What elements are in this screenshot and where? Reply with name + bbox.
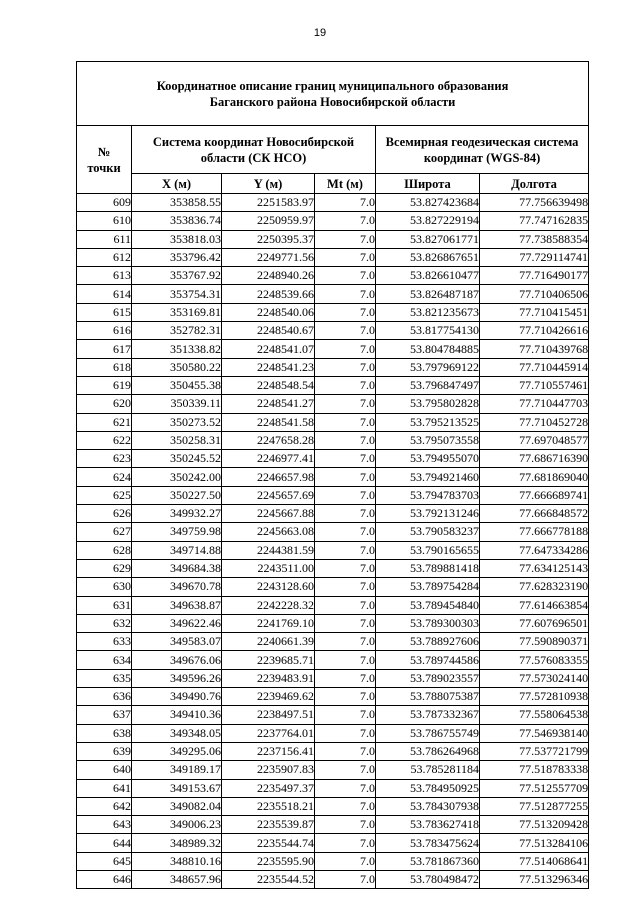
table-row: [77, 742, 589, 760]
point-number-cell: 626: [77, 505, 132, 523]
table-row: [77, 303, 589, 321]
mt-cell: 7.0: [315, 523, 376, 541]
table-row: [77, 322, 589, 340]
longitude-cell: 77.710439768: [480, 340, 589, 358]
longitude-cell: 77.558064538: [480, 706, 589, 724]
x-cell: 350273.52: [132, 413, 222, 431]
mt-cell: 7.0: [315, 578, 376, 596]
latitude-cell: 53.786755749: [376, 724, 480, 742]
table-row: [77, 468, 589, 486]
point-number-cell: 615: [77, 303, 132, 321]
longitude-cell: 77.681869040: [480, 468, 589, 486]
y-cell: 2249771.56: [222, 248, 315, 266]
point-number-cell: 617: [77, 340, 132, 358]
longitude-cell: 77.666689741: [480, 486, 589, 504]
latitude-cell: 53.789754284: [376, 578, 480, 596]
x-cell: 348810.16: [132, 852, 222, 870]
y-cell: 2248541.58: [222, 413, 315, 431]
mt-cell: 7.0: [315, 376, 376, 394]
coordinates-table-body: [77, 194, 589, 889]
x-cell: 351338.82: [132, 340, 222, 358]
table-row: [77, 614, 589, 632]
table-row: [77, 870, 589, 888]
x-cell: 349714.88: [132, 541, 222, 559]
x-cell: 350227.50: [132, 486, 222, 504]
latitude-cell: 53.826867651: [376, 248, 480, 266]
y-cell: 2237764.01: [222, 724, 315, 742]
longitude-cell: 77.572810938: [480, 688, 589, 706]
x-cell: 348657.96: [132, 870, 222, 888]
mt-cell: 7.0: [315, 267, 376, 285]
mt-cell: 7.0: [315, 633, 376, 651]
x-cell: 349348.05: [132, 724, 222, 742]
y-cell: 2239469.62: [222, 688, 315, 706]
point-number-cell: 612: [77, 248, 132, 266]
longitude-cell: 77.512557709: [480, 779, 589, 797]
y-cell: 2248539.66: [222, 285, 315, 303]
mt-cell: 7.0: [315, 834, 376, 852]
table-row: [77, 578, 589, 596]
mt-cell: 7.0: [315, 816, 376, 834]
table-row: [77, 816, 589, 834]
y-cell: 2248541.23: [222, 358, 315, 376]
table-row: [77, 761, 589, 779]
latitude-cell: 53.795802828: [376, 395, 480, 413]
y-cell: 2237156.41: [222, 742, 315, 760]
longitude-cell: 77.546938140: [480, 724, 589, 742]
y-cell: 2247658.28: [222, 431, 315, 449]
longitude-cell: 77.576083355: [480, 651, 589, 669]
point-number-cell: 613: [77, 267, 132, 285]
point-number-cell: 638: [77, 724, 132, 742]
mt-cell: 7.0: [315, 340, 376, 358]
mt-cell: 7.0: [315, 651, 376, 669]
longitude-cell: 77.607696501: [480, 614, 589, 632]
table-row: [77, 376, 589, 394]
point-number-cell: 644: [77, 834, 132, 852]
latitude-cell: 53.821235673: [376, 303, 480, 321]
longitude-cell: 77.710447703: [480, 395, 589, 413]
mt-cell: 7.0: [315, 212, 376, 230]
x-cell: 349596.26: [132, 669, 222, 687]
longitude-column-header: Долгота: [480, 174, 589, 194]
table-row: [77, 194, 589, 212]
y-cell: 2248940.26: [222, 267, 315, 285]
point-number-cell: 625: [77, 486, 132, 504]
mt-cell: 7.0: [315, 797, 376, 815]
table-row: [77, 633, 589, 651]
latitude-cell: 53.784950925: [376, 779, 480, 797]
y-cell: 2238497.51: [222, 706, 315, 724]
latitude-cell: 53.788927606: [376, 633, 480, 651]
mt-cell: 7.0: [315, 248, 376, 266]
table-row: [77, 852, 589, 870]
latitude-cell: 53.827061771: [376, 230, 480, 248]
latitude-cell: 53.784307938: [376, 797, 480, 815]
table-row: [77, 688, 589, 706]
y-column-header: Y (м): [222, 174, 315, 194]
x-cell: 349153.67: [132, 779, 222, 797]
point-number-header: № точки: [77, 126, 132, 194]
x-cell: 349189.17: [132, 761, 222, 779]
x-cell: 350339.11: [132, 395, 222, 413]
longitude-cell: 77.590890371: [480, 633, 589, 651]
longitude-cell: 77.738588354: [480, 230, 589, 248]
y-cell: 2250395.37: [222, 230, 315, 248]
latitude-cell: 53.796847497: [376, 376, 480, 394]
longitude-cell: 77.710426616: [480, 322, 589, 340]
coordinates-table: [76, 61, 589, 889]
x-cell: 349684.38: [132, 559, 222, 577]
y-cell: 2243128.60: [222, 578, 315, 596]
x-cell: 349295.06: [132, 742, 222, 760]
point-number-cell: 610: [77, 212, 132, 230]
latitude-cell: 53.783475624: [376, 834, 480, 852]
point-number-cell: 623: [77, 450, 132, 468]
x-cell: 349490.76: [132, 688, 222, 706]
point-number-cell: 645: [77, 852, 132, 870]
x-cell: 348989.32: [132, 834, 222, 852]
mt-cell: 7.0: [315, 303, 376, 321]
longitude-cell: 77.697048577: [480, 431, 589, 449]
wgs84-system-header: Всемирная геодезическая система координат (WGS-84): [376, 126, 589, 174]
x-cell: 350242.00: [132, 468, 222, 486]
table-row: [77, 505, 589, 523]
point-number-cell: 627: [77, 523, 132, 541]
longitude-cell: 77.710406506: [480, 285, 589, 303]
table-row: [77, 395, 589, 413]
point-number-cell: 641: [77, 779, 132, 797]
x-cell: 352782.31: [132, 322, 222, 340]
y-cell: 2235595.90: [222, 852, 315, 870]
table-row: [77, 248, 589, 266]
mt-column-header: Mt (м): [315, 174, 376, 194]
x-cell: 353818.03: [132, 230, 222, 248]
latitude-cell: 53.789300303: [376, 614, 480, 632]
latitude-cell: 53.794955070: [376, 450, 480, 468]
x-cell: 350245.52: [132, 450, 222, 468]
mt-cell: 7.0: [315, 450, 376, 468]
longitude-cell: 77.513284106: [480, 834, 589, 852]
y-cell: 2235544.52: [222, 870, 315, 888]
table-row: [77, 285, 589, 303]
latitude-cell: 53.794783703: [376, 486, 480, 504]
mt-cell: 7.0: [315, 706, 376, 724]
y-cell: 2235518.21: [222, 797, 315, 815]
longitude-cell: 77.666778188: [480, 523, 589, 541]
latitude-cell: 53.789744586: [376, 651, 480, 669]
x-cell: 349932.27: [132, 505, 222, 523]
table-row: [77, 267, 589, 285]
table-row: [77, 523, 589, 541]
x-cell: 349638.87: [132, 596, 222, 614]
mt-cell: 7.0: [315, 779, 376, 797]
latitude-cell: 53.817754130: [376, 322, 480, 340]
latitude-cell: 53.789881418: [376, 559, 480, 577]
x-cell: 349670.78: [132, 578, 222, 596]
table-row: [77, 797, 589, 815]
point-number-cell: 633: [77, 633, 132, 651]
latitude-cell: 53.795213525: [376, 413, 480, 431]
y-cell: 2248540.67: [222, 322, 315, 340]
longitude-cell: 77.514068641: [480, 852, 589, 870]
point-number-cell: 619: [77, 376, 132, 394]
x-cell: 349006.23: [132, 816, 222, 834]
latitude-cell: 53.790165655: [376, 541, 480, 559]
x-cell: 353796.42: [132, 248, 222, 266]
latitude-cell: 53.826487187: [376, 285, 480, 303]
longitude-cell: 77.686716390: [480, 450, 589, 468]
mt-cell: 7.0: [315, 742, 376, 760]
longitude-cell: 77.710415451: [480, 303, 589, 321]
local-system-header: Система координат Новосибирской области (СК НСО): [132, 126, 376, 174]
point-number-cell: 621: [77, 413, 132, 431]
table-row: [77, 340, 589, 358]
table-row: [77, 431, 589, 449]
table-row: [77, 450, 589, 468]
mt-cell: 7.0: [315, 486, 376, 504]
y-cell: 2239685.71: [222, 651, 315, 669]
latitude-cell: 53.788075387: [376, 688, 480, 706]
x-cell: 353858.55: [132, 194, 222, 212]
point-number-cell: 646: [77, 870, 132, 888]
mt-cell: 7.0: [315, 468, 376, 486]
x-cell: 349759.98: [132, 523, 222, 541]
longitude-cell: 77.614663854: [480, 596, 589, 614]
point-number-cell: 624: [77, 468, 132, 486]
point-number-cell: 632: [77, 614, 132, 632]
mt-cell: 7.0: [315, 688, 376, 706]
latitude-cell: 53.781867360: [376, 852, 480, 870]
page-number: 19: [313, 27, 327, 39]
mt-cell: 7.0: [315, 669, 376, 687]
table-row: [77, 358, 589, 376]
latitude-cell: 53.789023557: [376, 669, 480, 687]
mt-cell: 7.0: [315, 870, 376, 888]
y-cell: 2248548.54: [222, 376, 315, 394]
point-number-cell: 635: [77, 669, 132, 687]
mt-cell: 7.0: [315, 505, 376, 523]
longitude-cell: 77.518783338: [480, 761, 589, 779]
y-cell: 2251583.97: [222, 194, 315, 212]
point-number-cell: 629: [77, 559, 132, 577]
latitude-cell: 53.795073558: [376, 431, 480, 449]
y-cell: 2244381.59: [222, 541, 315, 559]
x-cell: 353836.74: [132, 212, 222, 230]
y-cell: 2235497.37: [222, 779, 315, 797]
mt-cell: 7.0: [315, 194, 376, 212]
longitude-cell: 77.628323190: [480, 578, 589, 596]
mt-cell: 7.0: [315, 541, 376, 559]
latitude-cell: 53.804784885: [376, 340, 480, 358]
table-row: [77, 559, 589, 577]
x-cell: 349622.46: [132, 614, 222, 632]
table-row: [77, 669, 589, 687]
table-row: [77, 413, 589, 431]
x-cell: 349410.36: [132, 706, 222, 724]
table-row: [77, 486, 589, 504]
latitude-cell: 53.797969122: [376, 358, 480, 376]
mt-cell: 7.0: [315, 395, 376, 413]
y-cell: 2248540.06: [222, 303, 315, 321]
latitude-cell: 53.827423684: [376, 194, 480, 212]
y-cell: 2246657.98: [222, 468, 315, 486]
point-number-cell: 639: [77, 742, 132, 760]
point-number-cell: 620: [77, 395, 132, 413]
y-cell: 2250959.97: [222, 212, 315, 230]
latitude-cell: 53.790583237: [376, 523, 480, 541]
longitude-cell: 77.716490177: [480, 267, 589, 285]
y-cell: 2245663.08: [222, 523, 315, 541]
point-number-cell: 631: [77, 596, 132, 614]
y-cell: 2248541.27: [222, 395, 315, 413]
x-cell: 350580.22: [132, 358, 222, 376]
mt-cell: 7.0: [315, 285, 376, 303]
longitude-cell: 77.647334286: [480, 541, 589, 559]
table-row: [77, 834, 589, 852]
y-cell: 2245667.88: [222, 505, 315, 523]
point-number-cell: 611: [77, 230, 132, 248]
table-row: [77, 212, 589, 230]
latitude-cell: 53.780498472: [376, 870, 480, 888]
longitude-cell: 77.573024140: [480, 669, 589, 687]
y-cell: 2248541.07: [222, 340, 315, 358]
x-column-header: X (м): [132, 174, 222, 194]
point-number-cell: 618: [77, 358, 132, 376]
mt-cell: 7.0: [315, 852, 376, 870]
point-number-cell: 643: [77, 816, 132, 834]
table-row: [77, 779, 589, 797]
point-number-cell: 637: [77, 706, 132, 724]
point-number-cell: 640: [77, 761, 132, 779]
x-cell: 349676.06: [132, 651, 222, 669]
y-cell: 2235907.83: [222, 761, 315, 779]
longitude-cell: 77.729114741: [480, 248, 589, 266]
mt-cell: 7.0: [315, 724, 376, 742]
longitude-cell: 77.513209428: [480, 816, 589, 834]
y-cell: 2246977.41: [222, 450, 315, 468]
point-number-cell: 614: [77, 285, 132, 303]
point-number-cell: 628: [77, 541, 132, 559]
longitude-cell: 77.747162835: [480, 212, 589, 230]
y-cell: 2242228.32: [222, 596, 315, 614]
point-number-cell: 622: [77, 431, 132, 449]
y-cell: 2239483.91: [222, 669, 315, 687]
longitude-cell: 77.710557461: [480, 376, 589, 394]
y-cell: 2240661.39: [222, 633, 315, 651]
longitude-cell: 77.666848572: [480, 505, 589, 523]
table-title: [77, 62, 589, 126]
point-number-cell: 616: [77, 322, 132, 340]
mt-cell: 7.0: [315, 413, 376, 431]
longitude-cell: 77.634125143: [480, 559, 589, 577]
y-cell: 2235539.87: [222, 816, 315, 834]
point-number-cell: 634: [77, 651, 132, 669]
mt-cell: 7.0: [315, 322, 376, 340]
point-number-cell: 609: [77, 194, 132, 212]
mt-cell: 7.0: [315, 559, 376, 577]
table-row: [77, 651, 589, 669]
latitude-cell: 53.826610477: [376, 267, 480, 285]
y-cell: 2241769.10: [222, 614, 315, 632]
mt-cell: 7.0: [315, 596, 376, 614]
point-number-cell: 636: [77, 688, 132, 706]
latitude-cell: 53.794921460: [376, 468, 480, 486]
table-row: [77, 724, 589, 742]
latitude-cell: 53.789454840: [376, 596, 480, 614]
x-cell: 349082.04: [132, 797, 222, 815]
table-row: [77, 706, 589, 724]
table-title-line2: Баганского района Новосибирской области: [209, 94, 456, 109]
table-row: [77, 596, 589, 614]
latitude-cell: 53.827229194: [376, 212, 480, 230]
mt-cell: 7.0: [315, 230, 376, 248]
x-cell: 350455.38: [132, 376, 222, 394]
mt-cell: 7.0: [315, 358, 376, 376]
latitude-cell: 53.787332367: [376, 706, 480, 724]
table-row: [77, 230, 589, 248]
latitude-cell: 53.786264968: [376, 742, 480, 760]
latitude-cell: 53.785281184: [376, 761, 480, 779]
latitude-cell: 53.783627418: [376, 816, 480, 834]
point-number-cell: 642: [77, 797, 132, 815]
table-row: [77, 541, 589, 559]
y-cell: 2243511.00: [222, 559, 315, 577]
y-cell: 2245657.69: [222, 486, 315, 504]
longitude-cell: 77.756639498: [480, 194, 589, 212]
mt-cell: 7.0: [315, 761, 376, 779]
longitude-cell: 77.513296346: [480, 870, 589, 888]
latitude-cell: 53.792131246: [376, 505, 480, 523]
longitude-cell: 77.537721799: [480, 742, 589, 760]
table-title-line1: Координатное описание границ муниципального образования: [156, 78, 509, 93]
y-cell: 2235544.74: [222, 834, 315, 852]
longitude-cell: 77.512877255: [480, 797, 589, 815]
x-cell: 350258.31: [132, 431, 222, 449]
latitude-column-header: Широта: [376, 174, 480, 194]
x-cell: 353169.81: [132, 303, 222, 321]
x-cell: 353767.92: [132, 267, 222, 285]
mt-cell: 7.0: [315, 431, 376, 449]
longitude-cell: 77.710445914: [480, 358, 589, 376]
point-number-cell: 630: [77, 578, 132, 596]
x-cell: 349583.07: [132, 633, 222, 651]
x-cell: 353754.31: [132, 285, 222, 303]
mt-cell: 7.0: [315, 614, 376, 632]
longitude-cell: 77.710452728: [480, 413, 589, 431]
